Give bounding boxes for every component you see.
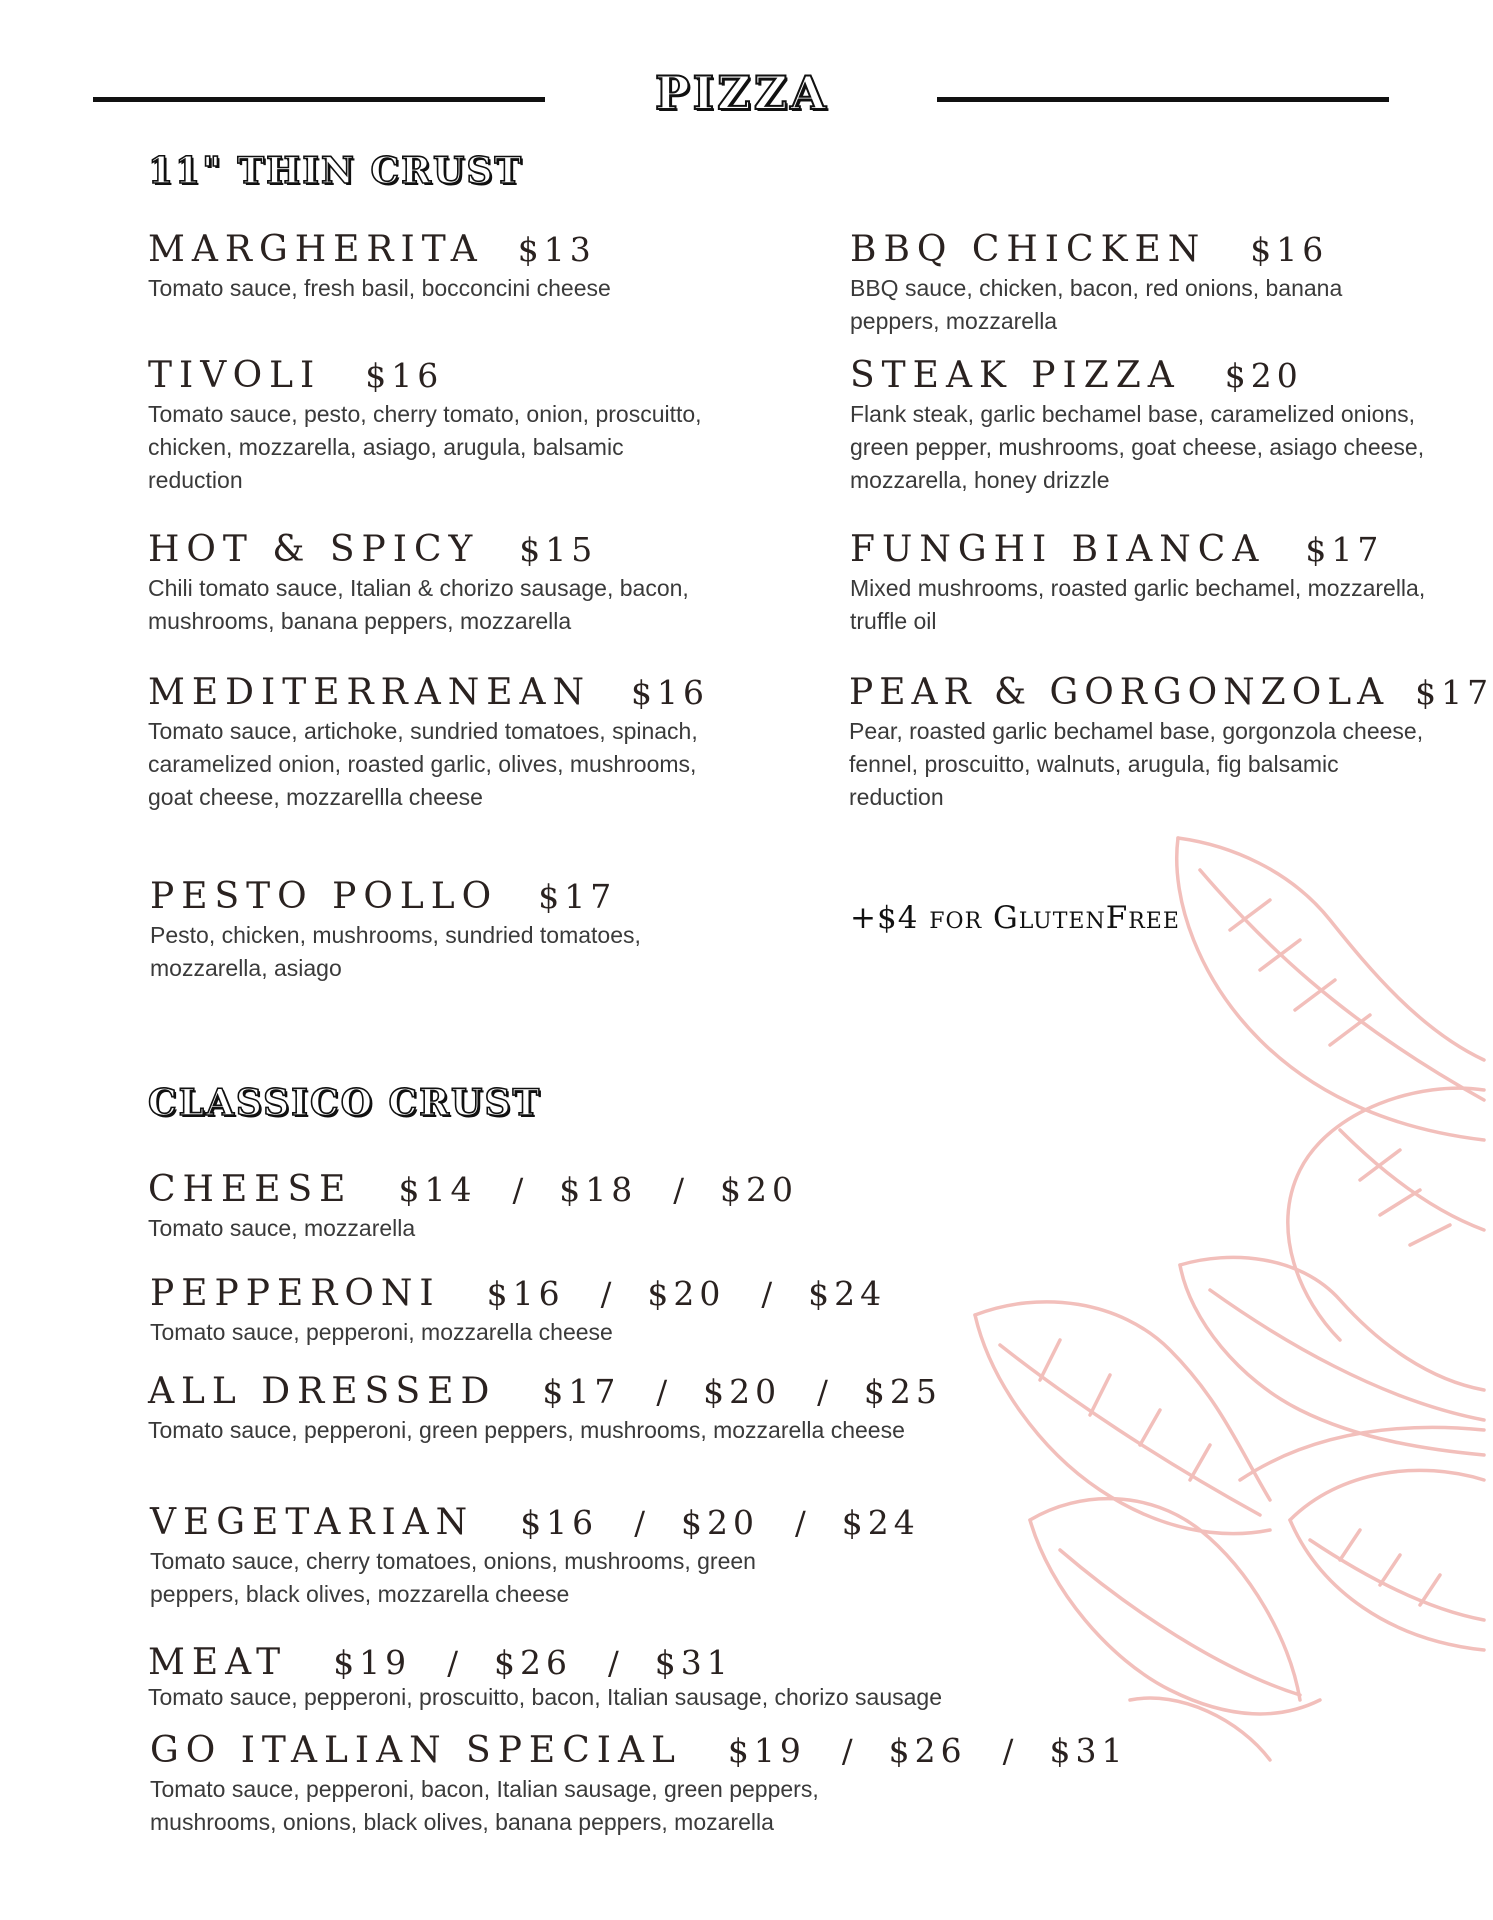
item-price-small: $19 xyxy=(727,1731,806,1770)
price-separator: / xyxy=(1002,1732,1014,1770)
item-description: Flank steak, garlic bechamel base, caramelized onions, green pepper, mushrooms, goat cheese, asiago cheese, mozzarella, honey drizzle xyxy=(850,401,1425,493)
menu-item xyxy=(850,528,1430,638)
item-price: $16 xyxy=(365,356,444,395)
menu-item xyxy=(148,1168,948,1245)
menu-item xyxy=(148,1641,1008,1714)
item-description: Tomato sauce, pepperoni, green peppers, mushrooms, mozzarella cheese xyxy=(148,1417,905,1443)
item-name: MARGHERITA xyxy=(148,229,484,270)
item-price-large: $24 xyxy=(841,1503,920,1542)
item-price: $16 xyxy=(1250,230,1329,269)
gluten-free-note: +$4 for GlutenFree xyxy=(850,900,1180,936)
item-name: ALL DRESSED xyxy=(148,1371,497,1412)
menu-item xyxy=(849,671,1493,814)
price-separator: / xyxy=(600,1275,612,1313)
price-separator: / xyxy=(673,1171,685,1209)
price-group xyxy=(728,1729,1128,1773)
price-group xyxy=(487,1272,887,1316)
price-group xyxy=(520,1501,920,1545)
price-separator: / xyxy=(817,1373,828,1411)
item-price-small: $16 xyxy=(520,1503,599,1542)
item-price-medium: $26 xyxy=(493,1643,572,1682)
item-description: Tomato sauce, pepperoni, mozzarella cheese xyxy=(150,1319,613,1345)
menu-item xyxy=(850,354,1430,497)
item-name: HOT & SPICY xyxy=(148,529,480,570)
item-price: $17 xyxy=(1305,530,1384,569)
menu-item xyxy=(150,1272,950,1349)
price-separator: / xyxy=(447,1644,458,1682)
section-title-classico-crust: CLASSICO CRUST xyxy=(148,1082,542,1124)
item-price-medium: $20 xyxy=(703,1372,782,1411)
item-price: $13 xyxy=(517,230,596,269)
item-price-large: $31 xyxy=(654,1643,733,1682)
item-description: BBQ sauce, chicken, bacon, red onions, banana peppers, mozzarella xyxy=(850,275,1343,334)
menu-item xyxy=(148,671,708,814)
item-price-small: $14 xyxy=(398,1170,477,1209)
price-separator: / xyxy=(841,1732,853,1770)
menu-item xyxy=(150,875,710,985)
item-name: PEPPERONI xyxy=(150,1273,441,1314)
price-separator: / xyxy=(794,1504,806,1542)
item-price-medium: $20 xyxy=(647,1274,726,1313)
item-name: TIVOLI xyxy=(148,355,322,396)
menu-item xyxy=(148,1370,942,1447)
item-price: $15 xyxy=(519,530,598,569)
item-price-medium: $20 xyxy=(680,1503,759,1542)
price-group xyxy=(398,1168,798,1212)
item-price-large: $25 xyxy=(863,1372,942,1411)
item-description: Tomato sauce, fresh basil, bocconcini cheese xyxy=(148,275,611,301)
menu-item xyxy=(148,228,708,305)
item-description: Tomato sauce, artichoke, sundried tomatoes, spinach, caramelized onion, roasted garlic, olives, mushrooms, goat cheese, mozzarellla cheese xyxy=(148,718,698,810)
item-description: Tomato sauce, pesto, cherry tomato, onion, proscuitto, chicken, mozzarella, asiago, arugula, balsamic reduction xyxy=(148,401,702,493)
item-price: $20 xyxy=(1224,356,1303,395)
menu-item xyxy=(150,1501,950,1611)
item-name: BBQ CHICKEN xyxy=(850,229,1207,270)
price-separator: / xyxy=(656,1373,668,1411)
price-group xyxy=(333,1641,733,1685)
item-price-medium: $26 xyxy=(888,1731,967,1770)
item-name: PEAR & GORGONZOLA xyxy=(849,672,1390,713)
header-rule-left xyxy=(93,97,545,102)
item-description: Tomato sauce, pepperoni, proscuitto, bacon, Italian sausage, chorizo sausage xyxy=(148,1684,942,1710)
price-group xyxy=(542,1370,942,1414)
item-description: Tomato sauce, mozzarella xyxy=(148,1215,416,1241)
menu-item xyxy=(850,228,1430,338)
item-name: CHEESE xyxy=(148,1169,353,1210)
item-name: MEDITERRANEAN xyxy=(148,672,592,713)
price-separator: / xyxy=(634,1504,645,1542)
item-name: VEGETARIAN xyxy=(150,1502,475,1543)
item-price: $17 xyxy=(538,877,617,916)
item-description: Tomato sauce, cherry tomatoes, onions, mushrooms, green peppers, black olives, mozzarella cheese xyxy=(150,1548,756,1607)
price-separator: / xyxy=(512,1171,524,1209)
item-description: Tomato sauce, pepperoni, bacon, Italian sausage, green peppers, mushrooms, onions, black olives, banana peppers, mozarella xyxy=(150,1776,819,1835)
item-price-large: $20 xyxy=(720,1170,799,1209)
item-price-medium: $18 xyxy=(559,1170,638,1209)
item-name: PESTO POLLO xyxy=(150,876,499,917)
page-title: PIZZA xyxy=(655,66,829,120)
item-price-small: $17 xyxy=(542,1372,621,1411)
item-price-large: $24 xyxy=(808,1274,887,1313)
menu-item xyxy=(150,1729,1130,1839)
menu-item xyxy=(148,528,708,638)
header-rule-right xyxy=(937,97,1389,102)
item-description: Chili tomato sauce, Italian & chorizo sausage, bacon, mushrooms, banana peppers, mozzarella xyxy=(148,575,689,634)
item-description: Mixed mushrooms, roasted garlic bechamel, mozzarella, truffle oil xyxy=(850,575,1426,634)
item-name: FUNGHI BIANCA xyxy=(850,529,1266,570)
item-description: Pesto, chicken, mushrooms, sundried tomatoes, mozzarella, asiago xyxy=(150,922,641,981)
price-separator: / xyxy=(607,1644,619,1682)
item-price-small: $16 xyxy=(486,1274,565,1313)
item-name: MEAT xyxy=(148,1642,288,1683)
section-title-thin-crust: 11" THIN CRUST xyxy=(148,150,524,192)
item-price-large: $31 xyxy=(1049,1731,1128,1770)
menu-item xyxy=(148,354,708,497)
price-separator: / xyxy=(761,1275,773,1313)
item-price: $17 xyxy=(1415,673,1493,712)
item-name: STEAK PIZZA xyxy=(850,355,1181,396)
item-description: Pear, roasted garlic bechamel base, gorgonzola cheese, fennel, proscuitto, walnuts, arugula, fig balsamic reduction xyxy=(849,718,1424,810)
item-name: GO ITALIAN SPECIAL xyxy=(150,1730,682,1771)
item-price-small: $19 xyxy=(333,1643,412,1682)
item-price: $16 xyxy=(631,673,710,712)
